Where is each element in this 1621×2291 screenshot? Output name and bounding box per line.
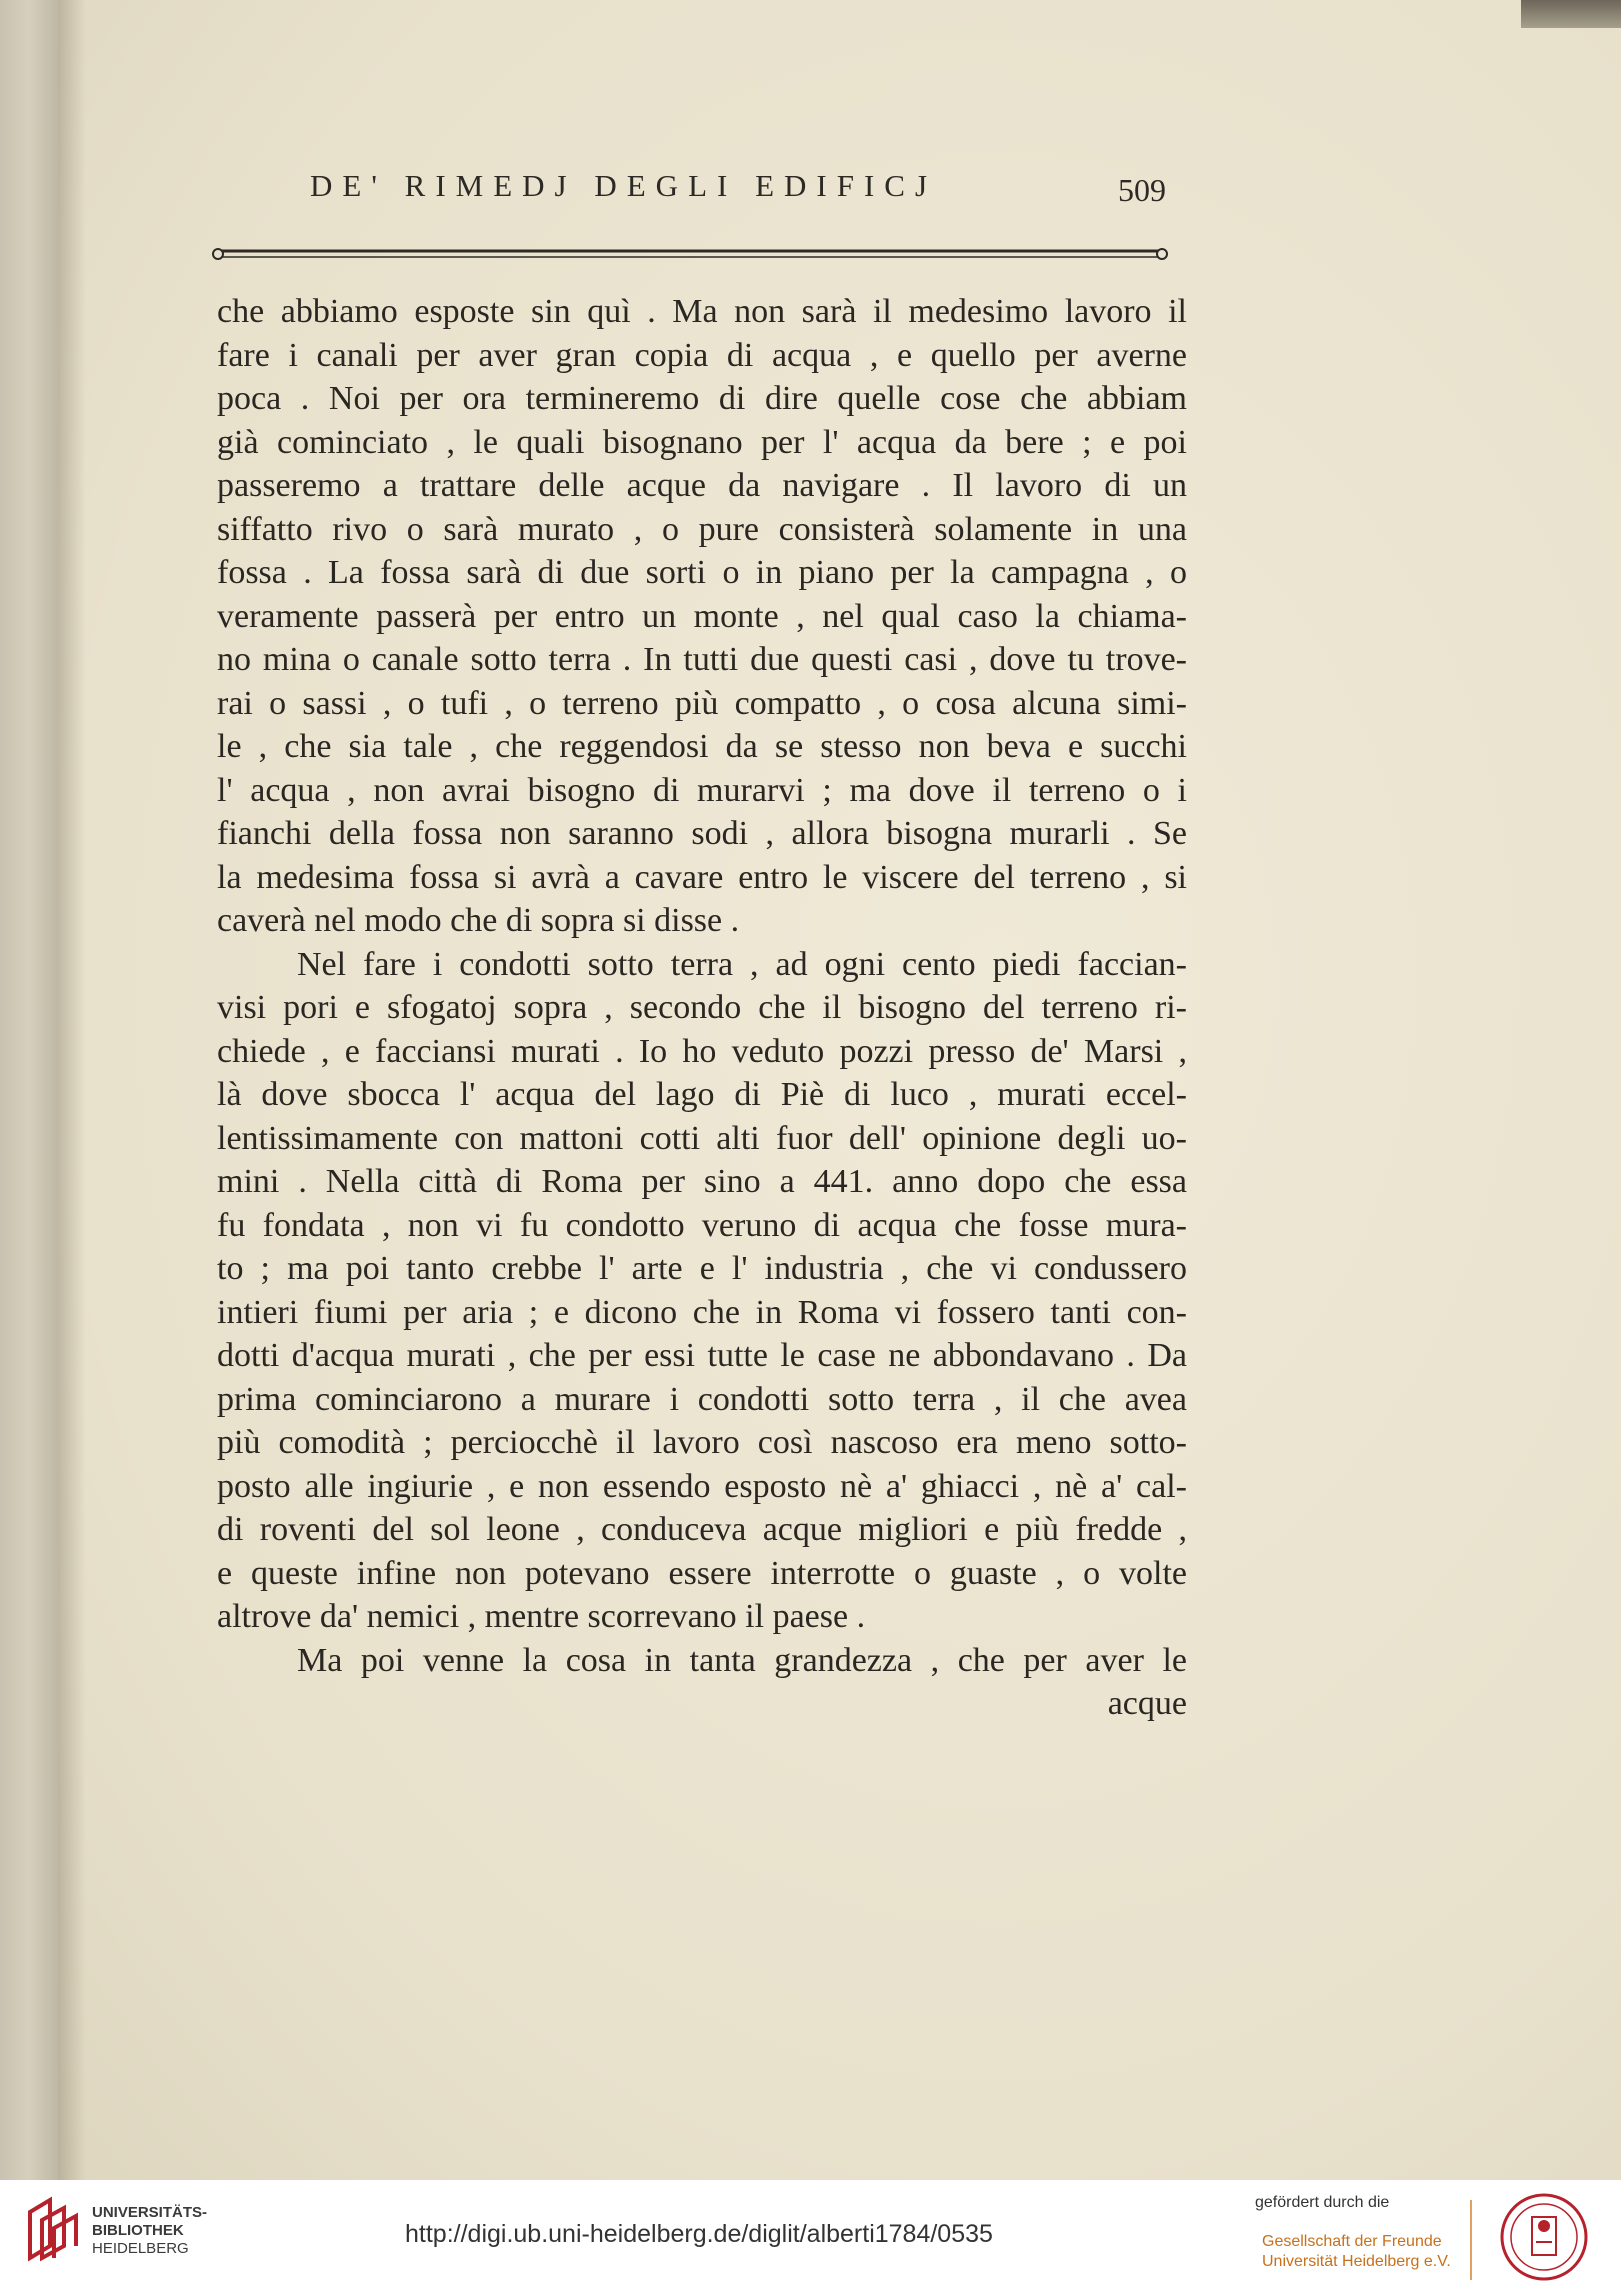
library-logo-icon[interactable] [20, 2192, 82, 2264]
text-line: l' acqua , non avrai bisogno di murarvi ; ma dove il terreno o i [217, 771, 1187, 809]
text-line: altrove da' nemici , mentre scorrevano il paese . [217, 1598, 866, 1635]
text-line: fianchi della fossa non saranno sodi , allora bisogna murarli . Se [217, 815, 1187, 852]
scan-corner [1521, 0, 1621, 28]
text-line: la medesima fossa si avrà a cavare entro le viscere del terreno , si [217, 858, 1187, 896]
text-line: e queste infine non potevano essere interrotte o guaste , o volte [217, 1554, 1187, 1592]
text-line: acque [1107, 1685, 1187, 1722]
running-head: DE' RIMEDJ DEGLI EDIFICJ [310, 168, 938, 203]
university-seal-icon [1492, 2192, 1596, 2282]
text-line: rai o sassi , o tufi , o terreno più compatto , o cosa alcuna simi- [217, 684, 1187, 722]
society-name-line1: Gesellschaft der Freunde [1262, 2233, 1442, 2250]
society-name-line2: Universität Heidelberg e.V. [1262, 2253, 1451, 2270]
binding-edge [0, 0, 58, 2180]
text-line: no mina o canale sotto terra . In tutti due questi casi , dove tu trove- [217, 641, 1187, 678]
text-line: fossa . La fossa sarà di due sorti o in piano per la campagna , o [217, 554, 1187, 591]
text-line: fare i canali per aver gran copia di acqua , e quello per averne [217, 336, 1187, 374]
library-name-line1: UNIVERSITÄTS- [92, 2204, 208, 2221]
text-line: intieri fiumi per aria ; e dicono che in Roma vi fossero tanti con- [217, 1293, 1187, 1331]
text-line: posto alle ingiurie , e non essendo esposto nè a' ghiacci , nè a' cal- [217, 1467, 1187, 1505]
text-line: Nel fare i condotti sotto terra , ad ogni cento piedi faccian- [297, 945, 1187, 983]
text-line: le , che sia tale , che reggendosi da se stesso non beva e succhi [217, 728, 1187, 765]
text-line: caverà nel modo che di sopra si disse . [217, 902, 740, 939]
text-line: più comodità ; perciocchè il lavoro così nascoso era meno sotto- [217, 1424, 1187, 1461]
library-name-line3: HEIDELBERG [92, 2240, 189, 2257]
text-line: prima cominciarono a murare i condotti sotto terra , il che avea [217, 1380, 1187, 1418]
text-line: siffatto rivo o sarà murato , o pure consisterà solamente in una [217, 510, 1187, 548]
funded-by-label: gefördert durch die [1255, 2194, 1390, 2211]
library-name [92, 2204, 207, 2258]
society-name[interactable] [1262, 2232, 1451, 2272]
footer-bar [0, 2180, 1621, 2291]
text-line: to ; ma poi tanto crebbe l' arte e l' industria , che vi condussero [217, 1250, 1187, 1287]
text-line: Ma poi venne la cosa in tanta grandezza , che per aver le [297, 1641, 1187, 1679]
text-line: veramente passerà per entro un monte , nel qual caso la chiama- [217, 597, 1187, 635]
text-line: visi pori e sfogatoj sopra , secondo che il bisogno del terreno ri- [217, 989, 1187, 1026]
text-line: passeremo a trattare delle acque da navigare . Il lavoro di un [217, 467, 1187, 504]
text-line: di roventi del sol leone , conduceva acque migliori e più fredde , [217, 1511, 1187, 1548]
permalink-url[interactable]: http://digi.ub.uni-heidelberg.de/diglit/alberti1784/0535 [405, 2220, 993, 2248]
library-name-line2: BIBLIOTHEK [92, 2222, 184, 2239]
text-line: poca . Noi per ora termineremo di dire quelle cose che abbiam [217, 380, 1187, 417]
footer-divider [1470, 2200, 1472, 2280]
text-line: che abbiamo esposte sin quì . Ma non sarà il medesimo lavoro il [217, 293, 1187, 330]
text-line: fu fondata , non vi fu condotto veruno di acqua che fosse mura- [217, 1206, 1187, 1244]
body-text [217, 290, 1187, 1726]
text-line: là dove sbocca l' acqua del lago di Piè di luco , murati eccel- [217, 1076, 1187, 1113]
text-line: dotti d'acqua murati , che per essi tutte le case ne abbondavano . Da [217, 1337, 1187, 1374]
text-line: già cominciato , le quali bisognano per l' acqua da bere ; e poi [217, 423, 1187, 461]
text-line: mini . Nella città di Roma per sino a 441. anno dopo che essa [217, 1163, 1187, 1200]
text-line: lentissimamente con mattoni cotti alti fuor dell' opinione degli uo- [217, 1119, 1187, 1157]
ornamental-rule [210, 243, 1172, 265]
text-line: chiede , e facciansi murati . Io ho veduto pozzi presso de' Marsi , [217, 1032, 1187, 1070]
page-number: 509 [1118, 172, 1166, 208]
page-fold-shadow [58, 0, 86, 2180]
